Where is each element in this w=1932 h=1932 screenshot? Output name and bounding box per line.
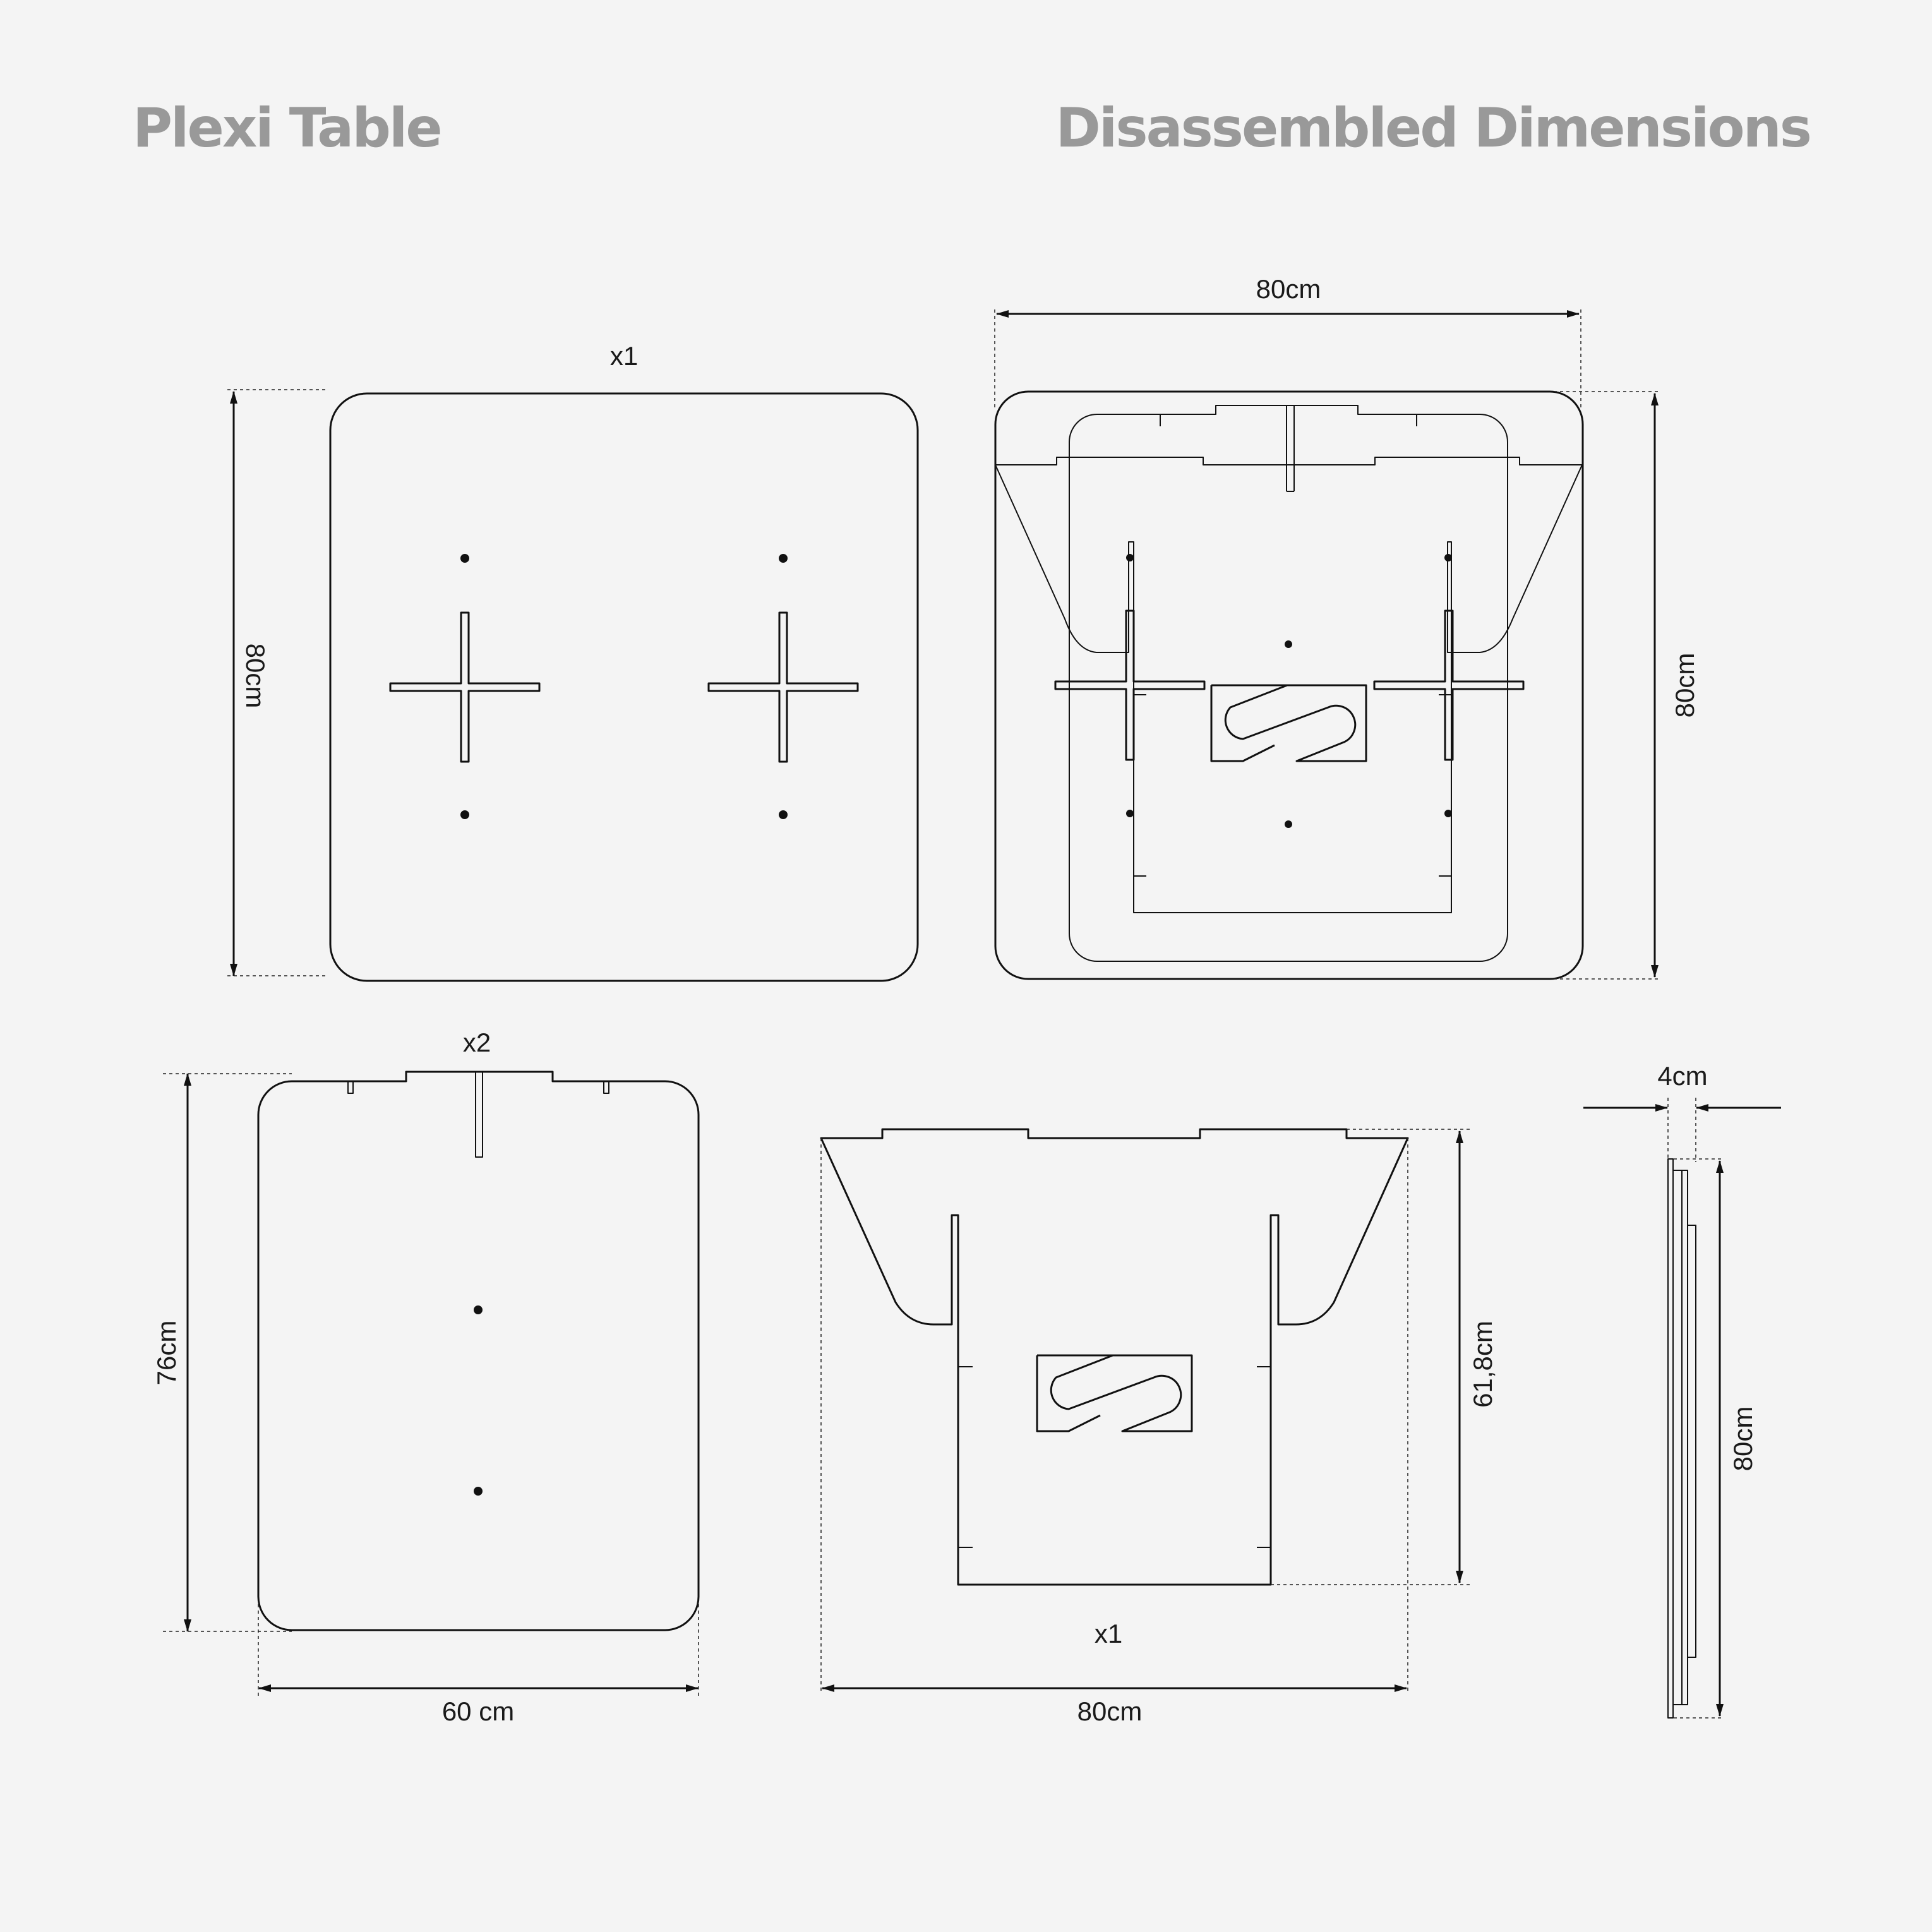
hole <box>1126 554 1134 561</box>
page-title-right: Disassembled Dimensions <box>1055 97 1810 160</box>
z-slot <box>1037 1355 1192 1431</box>
center-slot <box>476 1072 483 1157</box>
hole <box>474 1487 483 1496</box>
hole <box>1444 810 1452 817</box>
hole <box>1126 810 1134 817</box>
edge-notch <box>604 1081 609 1093</box>
side-leg-height-label: 76cm <box>152 1320 181 1386</box>
hole <box>1444 554 1452 561</box>
cross-slot-left <box>390 613 539 762</box>
hole <box>460 554 469 563</box>
hole <box>1285 820 1292 828</box>
cross-slot-left <box>1055 611 1204 760</box>
stack-thickness-label: 4cm <box>1657 1061 1708 1091</box>
frame-panel <box>821 1129 1497 1726</box>
z-slot <box>1211 685 1366 761</box>
table-top-height-label: 80cm <box>241 643 270 709</box>
stack-layer <box>1673 1170 1682 1705</box>
hole <box>779 810 788 819</box>
stack-layer <box>1688 1225 1696 1657</box>
frame-outline <box>821 1129 1408 1585</box>
frame-width-label: 80cm <box>1077 1696 1143 1726</box>
stack-layer <box>1668 1159 1673 1718</box>
side-leg-width-label: 60 cm <box>441 1696 515 1726</box>
hole <box>1285 640 1292 648</box>
leg-panel-outline <box>1069 405 1508 961</box>
table-top-outline <box>330 393 918 981</box>
cross-slot-right <box>1374 611 1523 760</box>
assembled-width-label: 80cm <box>1256 274 1321 304</box>
side-leg-outline <box>258 1072 699 1630</box>
frame-quantity: x1 <box>1094 1619 1123 1648</box>
table-top-panel <box>227 341 918 981</box>
assembled-height-label: 80cm <box>1670 652 1700 718</box>
frame-height-label: 61,8cm <box>1468 1321 1497 1408</box>
hole <box>474 1305 483 1314</box>
stack-side-view <box>1583 1061 1781 1718</box>
table-top-quantity: x1 <box>609 341 639 371</box>
side-leg-quantity: x2 <box>462 1028 491 1057</box>
cross-slot-right <box>709 613 858 762</box>
stack-height-label: 80cm <box>1728 1406 1758 1472</box>
hole <box>779 554 788 563</box>
stack-layer <box>1682 1170 1688 1705</box>
side-leg-panel <box>152 1028 699 1726</box>
page-title-left: Plexi Table <box>133 97 441 160</box>
hole <box>460 810 469 819</box>
stacked-parts-view <box>995 274 1700 979</box>
edge-notch <box>348 1081 353 1093</box>
